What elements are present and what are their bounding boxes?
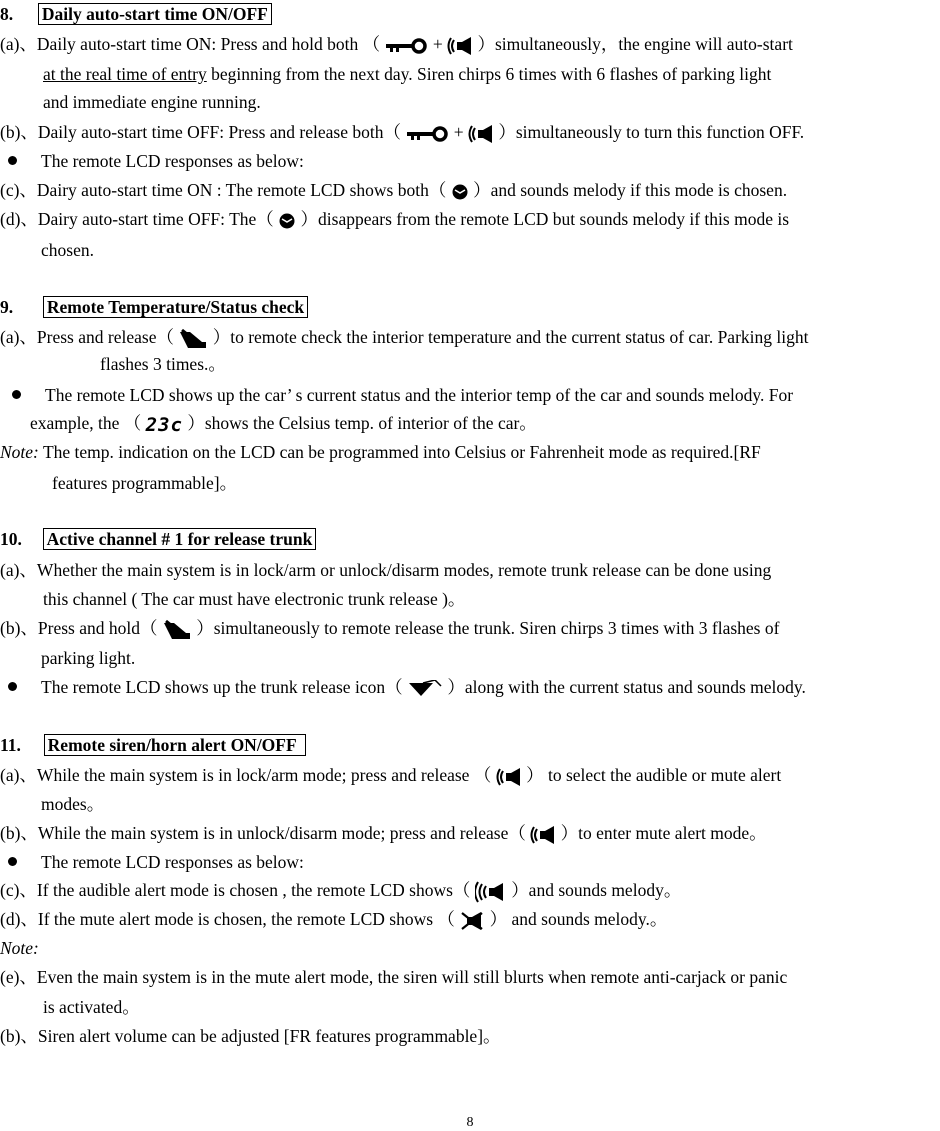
- bullet-icon: [12, 390, 21, 399]
- section-number: 8.: [0, 4, 14, 24]
- s8-bullet: The remote LCD responses as below:: [8, 150, 304, 172]
- s11-item-b: (b)、While the main system is in unlock/disarm mode; press and release（ ）to enter mute alert mode。: [0, 822, 767, 846]
- s9-item-a-cont: flashes 3 times.。: [100, 354, 226, 374]
- horn-icon: [530, 824, 556, 846]
- s11-item-c: (c)、If the audible alert mode is chosen , the remote LCD shows（ ）and sounds melody。: [0, 879, 681, 903]
- bullet-icon: [8, 857, 17, 866]
- s8-item-a-cont: at the real time of entry beginning from the next day. Siren chirps 6 times with 6 flashes of parking light: [43, 64, 772, 84]
- key-icon: [384, 38, 428, 54]
- siren-mute-icon: [459, 910, 485, 932]
- s8-item-b: (b)、Daily auto-start time OFF: Press and release both（ + ）simultaneously to turn this function OFF.: [0, 121, 804, 145]
- s9-bullet: The remote LCD shows up the car’ s current status and the interior temp of the car and sounds melody. For: [12, 384, 793, 406]
- section-title: Remote siren/horn alert ON/OFF: [44, 734, 306, 756]
- horn-icon: [447, 35, 473, 57]
- s10-item-b-cont: parking light.: [41, 648, 136, 668]
- section-number: 9.: [0, 297, 14, 317]
- s11-item-e: (e)、Even the main system is in the mute alert mode, the siren will still blurts when remote anti-carjack or panic: [0, 967, 788, 987]
- s11-item-a-cont: modes。: [41, 794, 105, 814]
- section-title: Remote Temperature/Status check: [43, 296, 308, 318]
- s11-item-d: (d)、If the mute alert mode is chosen, the remote LCD shows （ ） and sounds melody.。: [0, 908, 667, 932]
- s11-note-label: Note:: [0, 938, 39, 958]
- section-number: 10.: [0, 529, 22, 549]
- bullet-icon: [8, 682, 17, 691]
- s8-item-d-cont: chosen.: [41, 240, 94, 260]
- s9-bullet-cont: example, the （ 23c ）shows the Celsius temp. of interior of the car。: [30, 413, 537, 436]
- trunk-button-icon: [162, 619, 192, 641]
- s10-item-a-cont: this channel ( The car must have electronic trunk release )。: [43, 589, 466, 609]
- s9-note: Note: The temp. indication on the LCD can be programmed into Celsius or Fahrenheit mode as required.[RF: [0, 442, 761, 462]
- section-11-heading: [0, 734, 306, 756]
- s11-item-a: (a)、While the main system is in lock/arm mode; press and release （ ） to select the audible or mute alert: [0, 764, 781, 788]
- s11-bullet: The remote LCD responses as below:: [8, 851, 304, 873]
- key-icon: [405, 126, 449, 142]
- s11-item-f: (b)、Siren alert volume can be adjusted [FR features programmable]。: [0, 1026, 501, 1046]
- s9-item-a: (a)、Press and release（ ）to remote check the interior temperature and the current status of car. Parking light: [0, 326, 808, 350]
- clock-icon: [278, 212, 296, 230]
- s11-item-e-cont: is activated。: [43, 997, 140, 1017]
- trunk-button-icon: [178, 328, 208, 350]
- section-10-heading: [0, 528, 316, 550]
- s8-item-a: (a)、Daily auto-start time ON: Press and hold both （ + ）simultaneously，the engine will auto-start: [0, 33, 793, 57]
- section-9-heading: [0, 296, 308, 318]
- section-title: Active channel # 1 for release trunk: [43, 528, 317, 550]
- s9-note-cont: features programmable]。: [52, 473, 238, 493]
- s10-item-b: (b)、Press and hold（ ）simultaneously to remote release the trunk. Siren chirps 3 times with 3 flashes of: [0, 617, 779, 641]
- lcd-temp-icon: 23c: [145, 413, 183, 436]
- section-8-heading: [0, 3, 272, 25]
- section-number: 11.: [0, 735, 21, 755]
- s10-item-a: (a)、Whether the main system is in lock/arm or unlock/disarm modes, remote trunk release can be done using: [0, 560, 772, 580]
- clock-icon: [451, 183, 469, 201]
- s8-item-c: (c)、Dairy auto-start time ON : The remote LCD shows both（ ）and sounds melody if this mode is chosen.: [0, 180, 788, 200]
- s10-bullet: The remote LCD shows up the trunk release icon（ ）along with the current status and sounds melody.: [8, 676, 806, 698]
- siren-audible-icon: [475, 881, 507, 903]
- bullet-icon: [8, 156, 17, 165]
- trunk-release-icon: [407, 680, 443, 698]
- page-number: 8: [466, 1115, 474, 1130]
- s8-item-d: (d)、Dairy auto-start time OFF: The（ ）disappears from the remote LCD but sounds melody if this mode is: [0, 209, 790, 229]
- s8-item-a-cont2: and immediate engine running.: [43, 92, 261, 112]
- horn-icon: [496, 766, 522, 788]
- horn-icon: [468, 123, 494, 145]
- section-title: Daily auto-start time ON/OFF: [38, 3, 272, 25]
